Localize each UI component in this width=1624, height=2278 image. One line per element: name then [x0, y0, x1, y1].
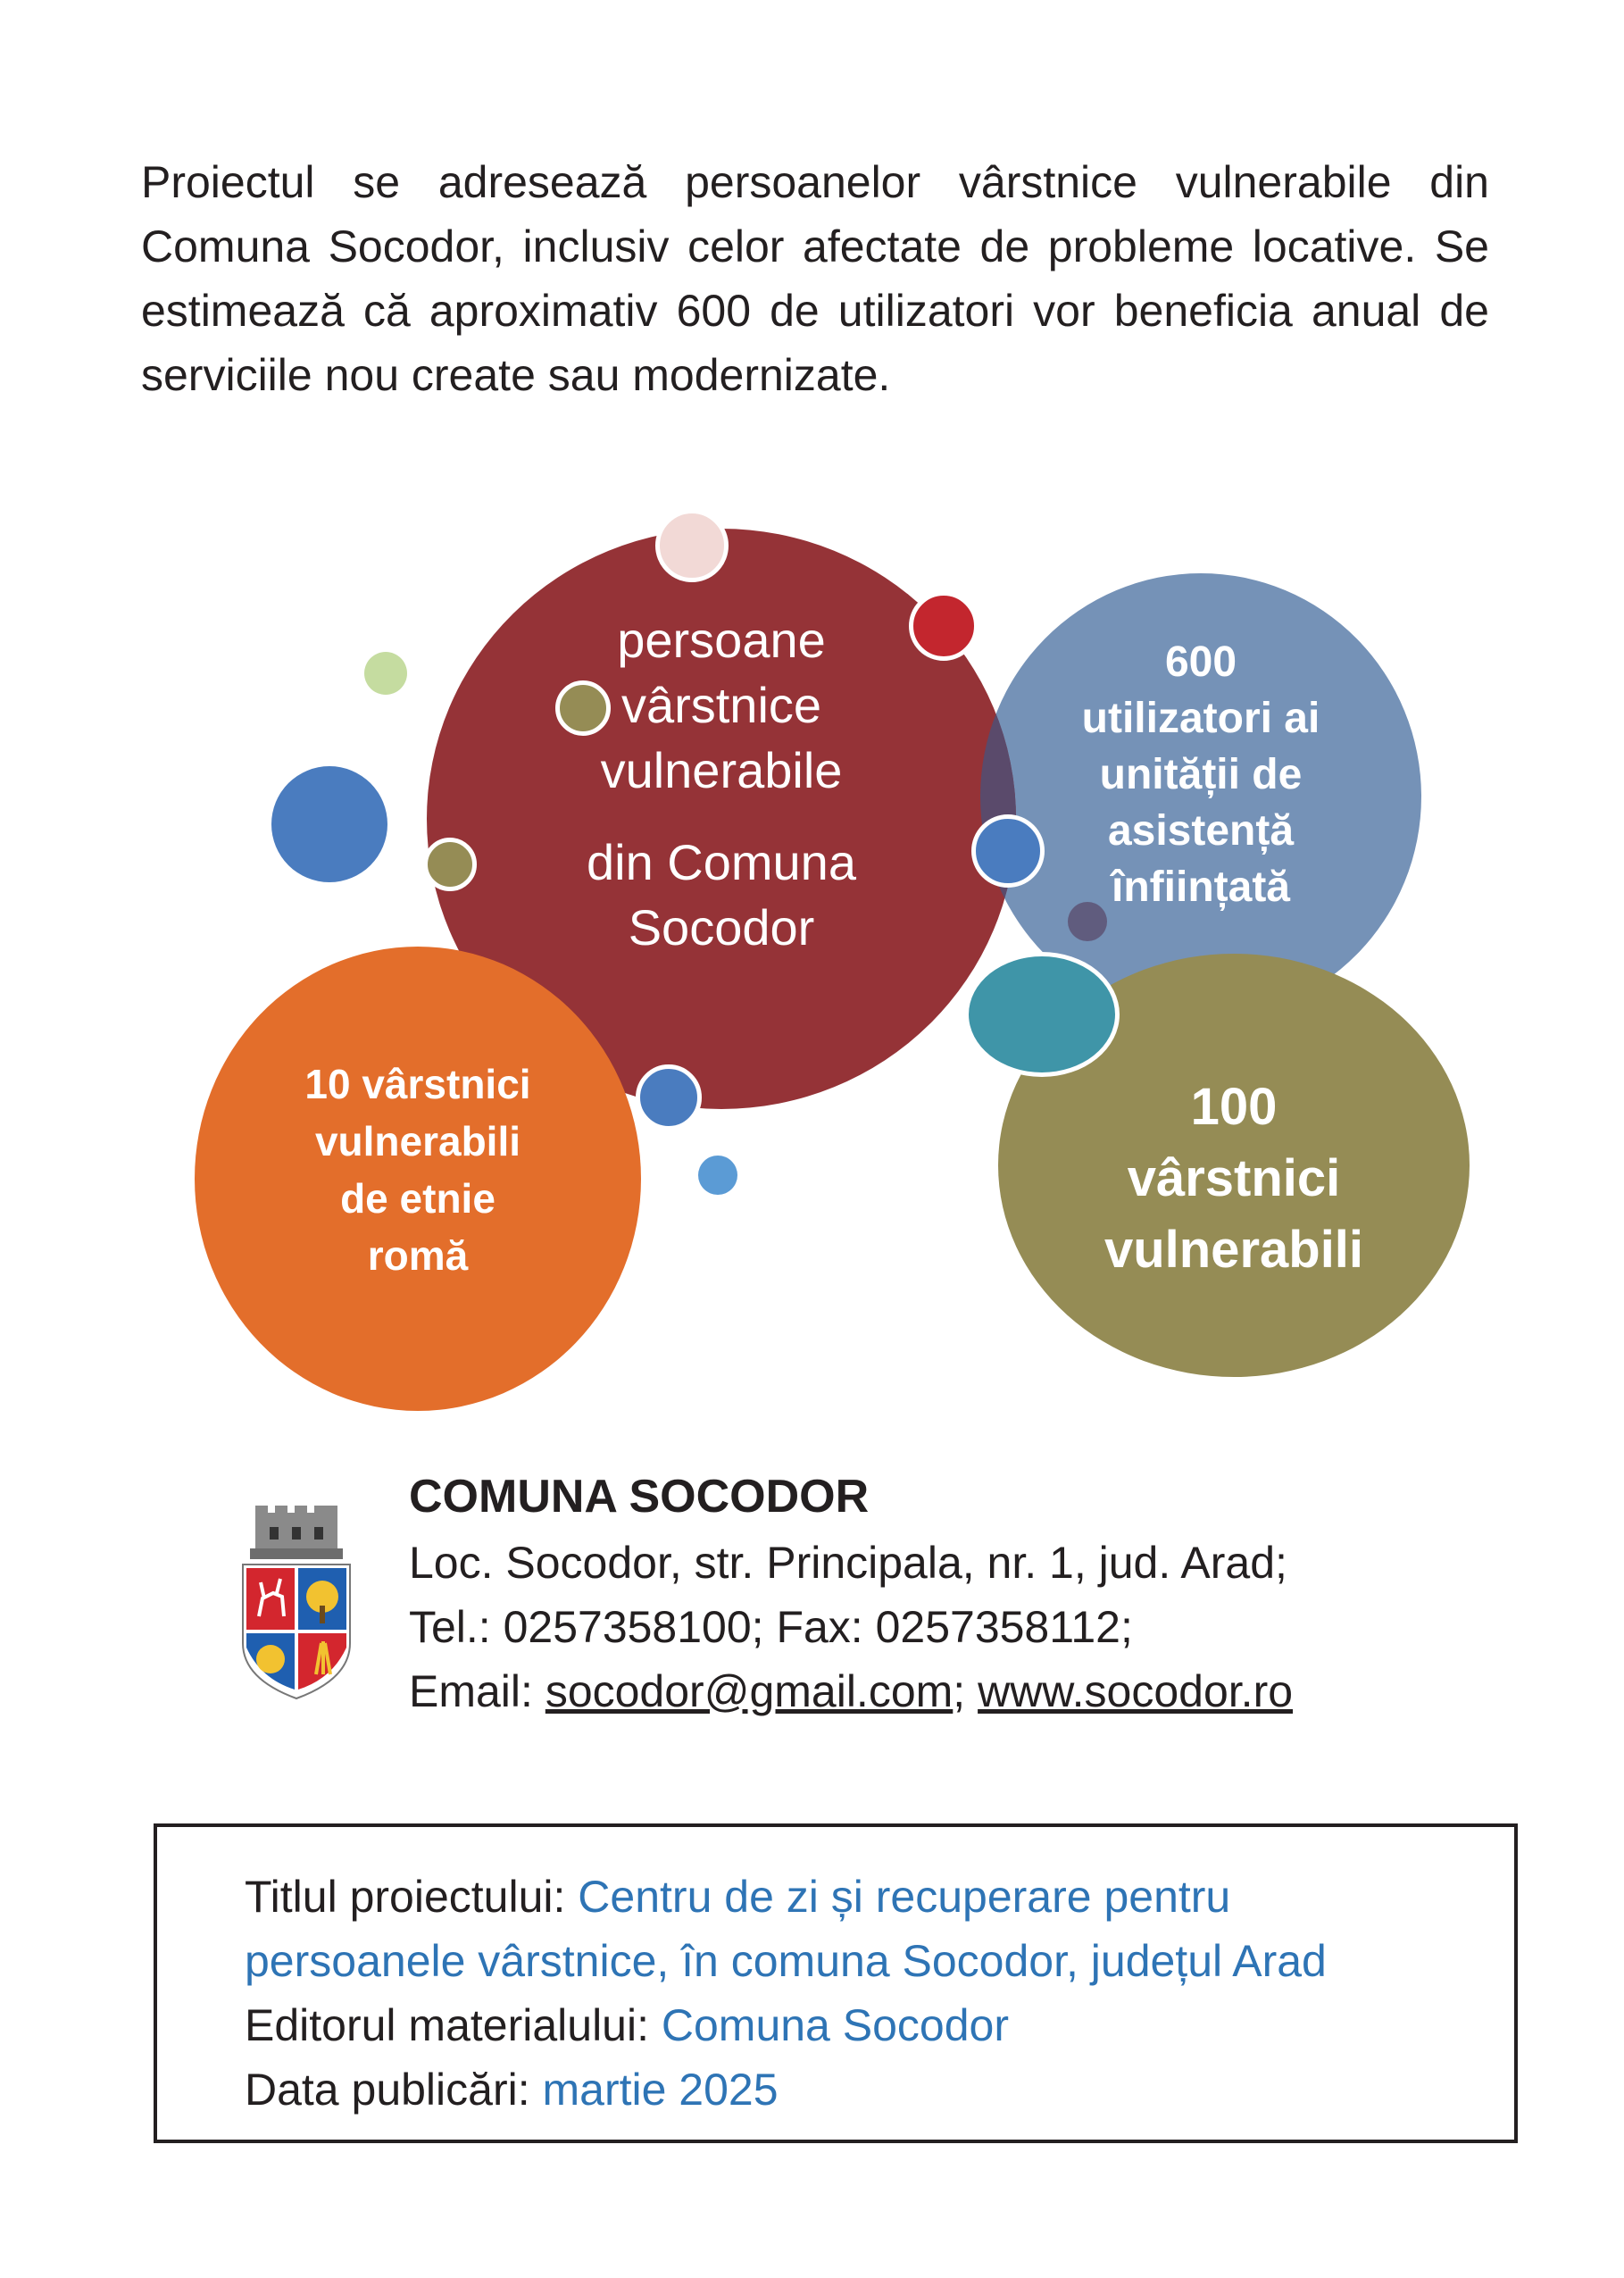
email-link[interactable]: socodor@gmail.com: [545, 1666, 954, 1716]
circle-roma: [195, 947, 641, 1411]
contact-address: Loc. Socodor, str. Principala, nr. 1, jud. Arad;: [409, 1538, 1287, 1588]
dot-olive-2: [423, 838, 477, 891]
vulnerable-line-2: vârstnici: [1127, 1149, 1341, 1207]
main-line-1: persoane: [617, 611, 826, 668]
intro-paragraph: Proiectul se adresează persoanelor vârstnice vulnerabile din Comuna Socodor, inclusiv celor afectate de probleme locative. Se estimează că aproximativ 600 de utilizatori vor beneficia anual de serviciile nou create sau modernizate.: [141, 157, 1489, 400]
contact-name: COMUNA SOCODOR: [409, 1471, 870, 1523]
dot-pink: [655, 509, 729, 582]
users-line-5: înființată: [1112, 863, 1290, 911]
roma-line-1: 10 vârstnici: [304, 1061, 531, 1107]
date-line: [245, 2057, 1514, 2122]
title-line-1: [245, 1865, 1514, 1929]
title-value-2: persoanele vârstnice, în comuna Socodor, județul Arad: [245, 1936, 1327, 1986]
dot-red: [909, 591, 979, 661]
main-line-2: vârstnice: [620, 676, 822, 733]
dot-teal: [964, 952, 1120, 1077]
editor-value: Comuna Socodor: [661, 2000, 1009, 2050]
dot-olive-1: [555, 680, 611, 736]
roma-line-3: de etnie: [340, 1175, 496, 1222]
editor-line: [245, 1993, 1514, 2057]
date-label: Data publicări:: [245, 2065, 543, 2115]
contact-block: [409, 1464, 1293, 1723]
contact-email-line: [409, 1659, 1293, 1723]
website-link[interactable]: www.socodor.ro: [978, 1666, 1294, 1716]
vulnerable-line-3: vulnerabili: [1103, 1221, 1364, 1279]
users-line-2: utilizatori ai: [1081, 694, 1320, 742]
dot-blue-edge: [971, 814, 1045, 888]
project-info-box: [154, 1823, 1518, 2143]
main-line-5: Socodor: [628, 898, 815, 955]
users-line-1: 600: [1164, 638, 1237, 686]
title-label: Titlul proiectului:: [245, 1872, 579, 1922]
roma-line-4: romă: [367, 1232, 469, 1279]
users-line-3: unității de: [1099, 750, 1303, 798]
email-label: Email:: [409, 1666, 545, 1716]
dot-blue-medium: [636, 1064, 702, 1131]
users-line-4: asistență: [1107, 806, 1295, 855]
dot-blue-small: [698, 1156, 737, 1195]
contact-phone-fax: Tel.: 0257358100; Fax: 0257358112;: [409, 1602, 1133, 1652]
date-value: martie 2025: [542, 2065, 779, 2115]
dot-purple: [1068, 902, 1107, 941]
main-line-3: vulnerabile: [600, 741, 843, 798]
dot-light-green: [364, 652, 407, 695]
beneficiaries-diagram: [0, 482, 1624, 1429]
dot-blue-large: [271, 766, 387, 882]
coat-of-arms-icon: [234, 1500, 359, 1706]
contact-separator: ;: [953, 1666, 979, 1716]
roma-line-2: vulnerabili: [314, 1118, 521, 1164]
editor-label: Editorul materialului:: [245, 2000, 662, 2050]
title-value-1: Centru de zi și recuperare pentru: [578, 1872, 1231, 1922]
main-line-4: din Comuna: [587, 833, 856, 890]
vulnerable-line-1: 100: [1190, 1078, 1278, 1136]
